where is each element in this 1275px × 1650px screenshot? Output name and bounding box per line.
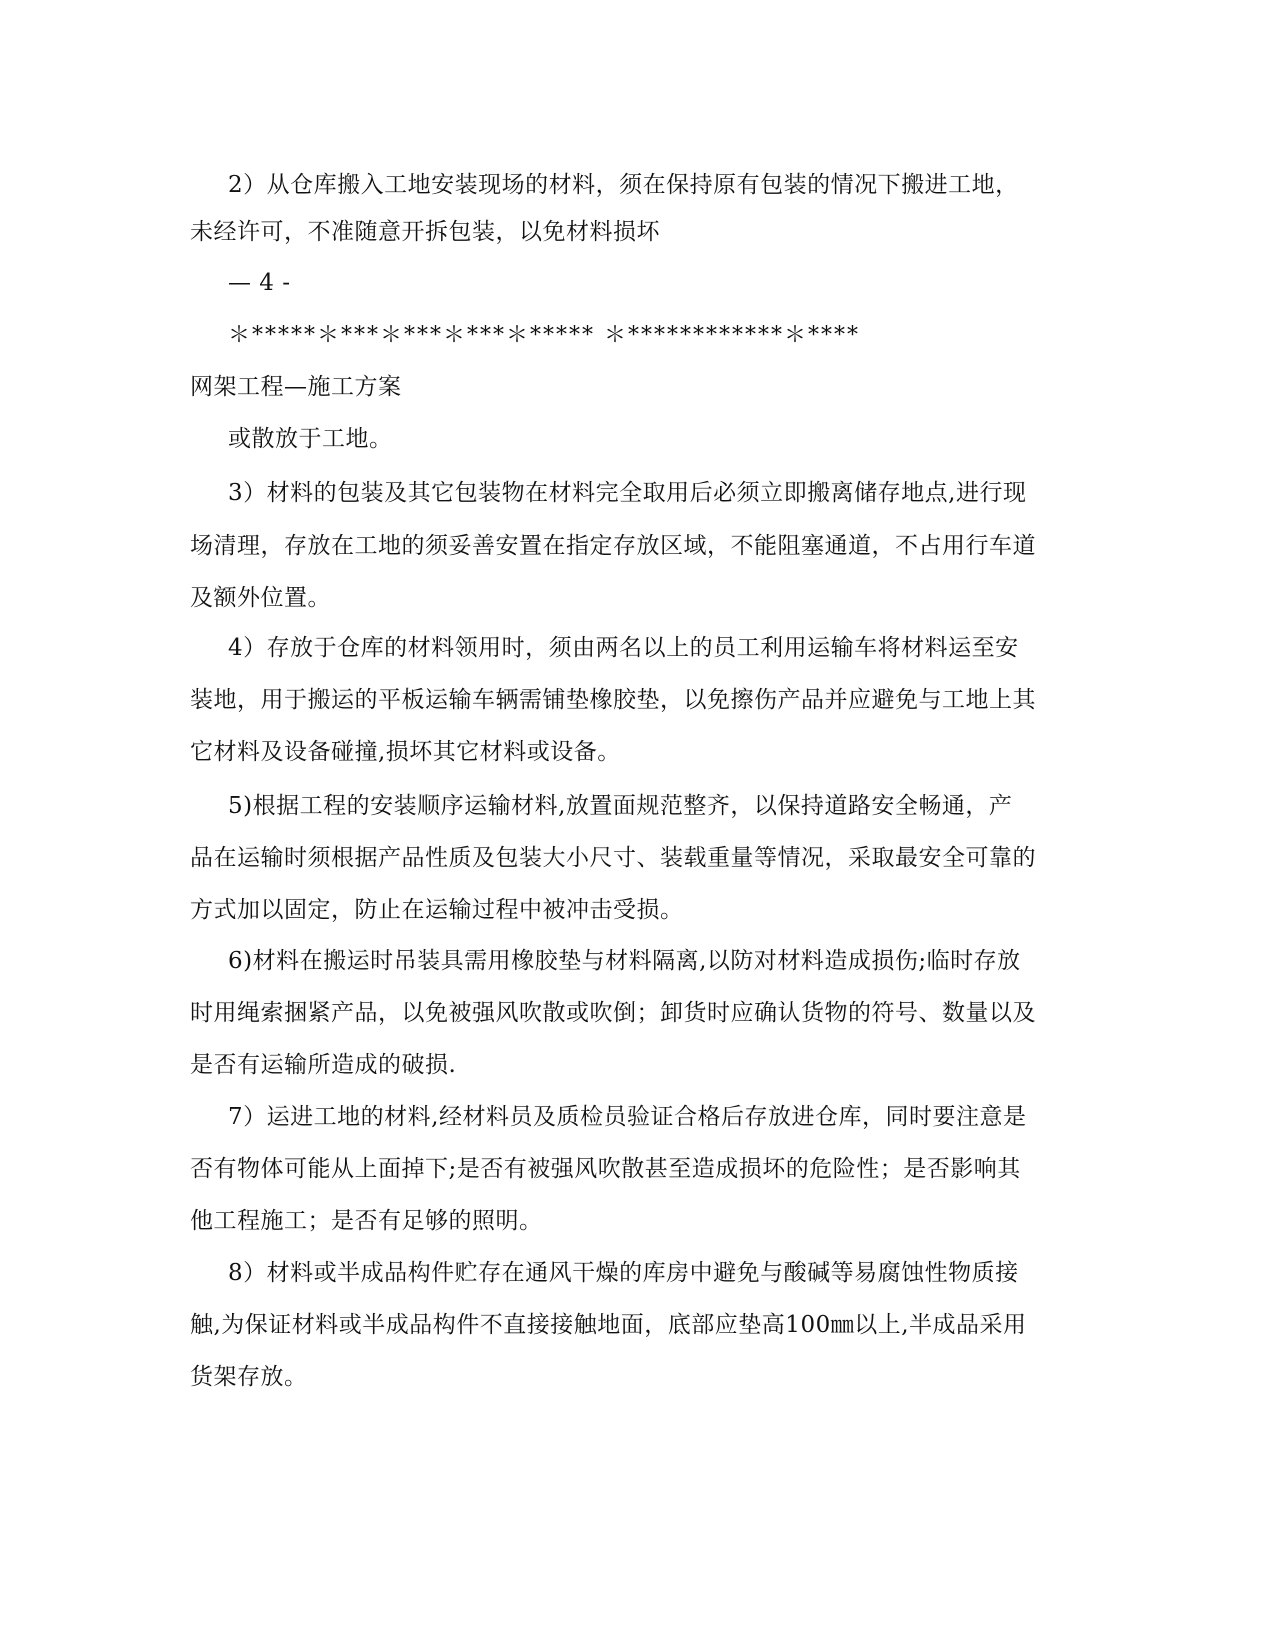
paragraph-2-line-2: 未经许可，不准随意开拆包装，以免材料损坏 [190, 219, 660, 245]
paragraph-8-line-1: 8）材料或半成品构件贮存在通风干燥的库房中避免与酸碱等易腐蚀性物质接 [228, 1260, 1019, 1286]
paragraph-6-line-1: 6)材料在搬运时吊装具需用橡胶垫与材料隔离,以防对材料造成损伤;临时存放 [228, 948, 1021, 974]
paragraph-5-line-3: 方式加以固定，防止在运输过程中被冲击受损。 [190, 897, 684, 923]
paragraph-3-line-2: 场清理，存放在工地的须妥善安置在指定存放区域，不能阻塞通道，不占用行车道 [190, 533, 1036, 559]
paragraph-7-line-1: 7）运进工地的材料,经材料员及质检员验证合格后存放进仓库，同时要注意是 [228, 1104, 1027, 1130]
asterisk-separator: ＊*****＊***＊***＊***＊***** ＊************＊**** [228, 323, 860, 348]
paragraph-8-line-3: 货架存放。 [190, 1364, 308, 1390]
paragraph-8-line-2: 触,为保证材料或半成品构件不直接接触地面，底部应垫高100㎜以上,半成品采用 [190, 1312, 1027, 1338]
page-number: — 4 - [228, 270, 291, 296]
paragraph-3-line-3: 及额外位置。 [190, 585, 331, 611]
continuation-line: 或散放于工地。 [228, 426, 393, 452]
paragraph-4-line-1: 4）存放于仓库的材料领用时，须由两名以上的员工利用运输车将材料运至安 [228, 635, 1019, 661]
running-header-title: 网架工程—施工方案 [190, 374, 402, 400]
paragraph-4-line-2: 装地，用于搬运的平板运输车辆需铺垫橡胶垫，以免擦伤产品并应避免与工地上其 [190, 687, 1036, 713]
paragraph-2-line-1: 2）从仓库搬入工地安装现场的材料，须在保持原有包装的情况下搬进工地， [228, 172, 1019, 198]
paragraph-7-line-2: 否有物体可能从上面掉下;是否有被强风吹散甚至造成损坏的危险性；是否影响其 [190, 1156, 1021, 1182]
paragraph-7-line-3: 他工程施工；是否有足够的照明。 [190, 1208, 543, 1234]
paragraph-5-line-1: 5)根据工程的安装顺序运输材料,放置面规范整齐，以保持道路安全畅通，产 [228, 793, 1013, 819]
paragraph-6-line-2: 时用绳索捆紧产品，以免被强风吹散或吹倒；卸货时应确认货物的符号、数量以及 [190, 1000, 1036, 1026]
paragraph-6-line-3: 是否有运输所造成的破损. [190, 1052, 457, 1078]
paragraph-5-line-2: 品在运输时须根据产品性质及包装大小尺寸、装载重量等情况，采取最安全可靠的 [190, 845, 1036, 871]
paragraph-4-line-3: 它材料及设备碰撞,损坏其它材料或设备。 [190, 739, 621, 765]
paragraph-3-line-1: 3）材料的包装及其它包装物在材料完全取用后必须立即搬离储存地点,进行现 [228, 480, 1027, 506]
